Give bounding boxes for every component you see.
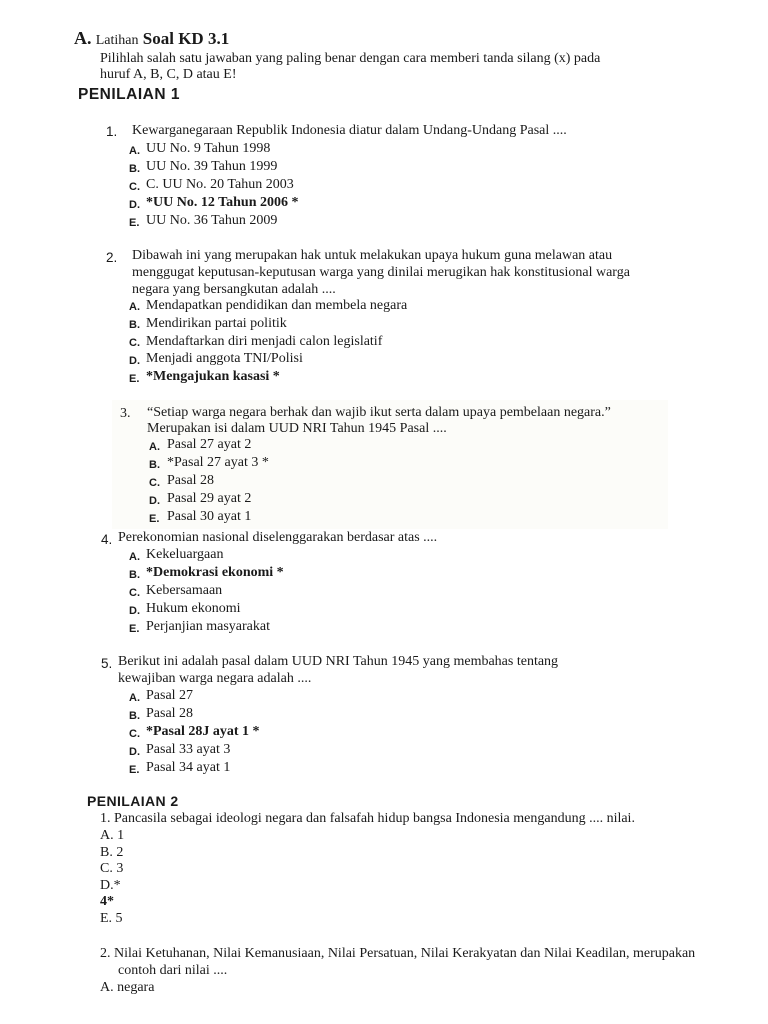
question-text: Perekonomian nasional diselenggarakan berdasar atas ....: [118, 530, 438, 545]
option-letter: A.: [129, 692, 140, 704]
section-title-penilaian-2: PENILAIAN 2: [87, 793, 179, 809]
option-text[interactable]: Hukum ekonomi: [146, 601, 241, 616]
option-text[interactable]: Pasal 28: [146, 706, 194, 721]
title-soal: Soal KD 3.1: [142, 29, 230, 48]
page-title: [74, 28, 229, 49]
option-letter: E.: [129, 373, 140, 385]
option-text[interactable]: Mendapatkan pendidikan dan membela negara: [146, 298, 408, 313]
title-latihan: Latihan: [95, 33, 139, 48]
option-text[interactable]: Kebersamaan: [146, 583, 223, 598]
option-letter: E.: [129, 217, 140, 229]
option-text[interactable]: Pasal 27 ayat 2: [167, 437, 252, 452]
option-text[interactable]: UU No. 39 Tahun 1999: [146, 159, 278, 174]
option-text[interactable]: Pasal 29 ayat 2: [167, 491, 252, 506]
question-text: kewajiban warga negara adalah ....: [118, 671, 312, 686]
option-text[interactable]: UU No. 9 Tahun 1998: [146, 141, 271, 156]
option-text[interactable]: D.*: [100, 878, 121, 893]
option-text[interactable]: Pasal 30 ayat 1: [167, 509, 252, 524]
question-text: negara yang bersangkutan adalah ....: [132, 282, 336, 297]
option-letter: B.: [129, 710, 140, 722]
question-text: contoh dari nilai ....: [118, 963, 228, 978]
question-number: 2.: [106, 250, 118, 265]
option-text[interactable]: C. 3: [100, 861, 124, 876]
option-text[interactable]: B. 2: [100, 845, 124, 860]
question-text: Berikut ini adalah pasal dalam UUD NRI Tahun 1945 yang membahas tentang: [118, 654, 559, 669]
instruction-line-2: huruf A, B, C, D atau E!: [100, 67, 237, 82]
option-text[interactable]: E. 5: [100, 911, 123, 926]
option-letter: A.: [129, 145, 140, 157]
option-letter: C.: [129, 337, 140, 349]
question-text: Merupakan isi dalam UUD NRI Tahun 1945 Pasal ....: [147, 421, 447, 436]
option-letter: B.: [149, 459, 160, 471]
option-letter: D.: [129, 355, 140, 367]
instruction-line-1: Pilihlah salah satu jawaban yang paling benar dengan cara memberi tanda silang (x) pada: [100, 51, 601, 66]
question-text: “Setiap warga negara berhak dan wajib ikut serta dalam upaya pembelaan negara.”: [147, 405, 611, 420]
option-text[interactable]: Pasal 33 ayat 3: [146, 742, 231, 757]
question-number: 1.: [106, 124, 118, 139]
option-letter: D.: [149, 495, 160, 507]
option-text-correct[interactable]: *Mengajukan kasasi *: [146, 369, 280, 384]
option-letter: A.: [129, 301, 140, 313]
question-text: Kewarganegaraan Republik Indonesia diatur dalam Undang-Undang Pasal ....: [132, 123, 567, 138]
option-text-correct[interactable]: 4*: [100, 894, 114, 909]
option-text[interactable]: Menjadi anggota TNI/Polisi: [146, 351, 303, 366]
option-text[interactable]: Kekeluargaan: [146, 547, 224, 562]
option-text-correct[interactable]: *UU No. 12 Tahun 2006 *: [146, 195, 299, 210]
question-text: 2. Nilai Ketuhanan, Nilai Kemanusiaan, Nilai Persatuan, Nilai Kerakyatan dan Nilai Keadilan, merupakan: [100, 946, 696, 961]
option-letter: B.: [129, 319, 140, 331]
option-text-correct[interactable]: *Pasal 28J ayat 1 *: [146, 724, 260, 739]
option-text[interactable]: *Pasal 27 ayat 3 *: [167, 455, 269, 470]
option-text[interactable]: UU No. 36 Tahun 2009: [146, 213, 278, 228]
option-text[interactable]: Perjanjian masyarakat: [146, 619, 271, 634]
question-number: 5.: [101, 656, 113, 671]
question-number: 3.: [120, 406, 131, 421]
option-text[interactable]: Mendaftarkan diri menjadi calon legislatif: [146, 334, 383, 349]
option-letter: D.: [129, 605, 140, 617]
option-letter: C.: [149, 477, 160, 489]
option-letter: C.: [129, 587, 140, 599]
option-text[interactable]: A. 1: [100, 828, 125, 843]
option-text[interactable]: Pasal 27: [146, 688, 194, 703]
option-text[interactable]: Pasal 28: [167, 473, 215, 488]
option-letter: D.: [129, 199, 140, 211]
option-letter: D.: [129, 746, 140, 758]
option-text[interactable]: Mendirikan partai politik: [146, 316, 287, 331]
question-text: 1. Pancasila sebagai ideologi negara dan falsafah hidup bangsa Indonesia mengandung .... nilai.: [100, 811, 635, 826]
option-text[interactable]: C. UU No. 20 Tahun 2003: [146, 177, 294, 192]
option-letter: A.: [149, 441, 160, 453]
question-text: Dibawah ini yang merupakan hak untuk melakukan upaya hukum guna melawan atau: [132, 248, 613, 263]
option-letter: C.: [129, 728, 140, 740]
section-letter: A.: [74, 28, 92, 48]
option-text[interactable]: Pasal 34 ayat 1: [146, 760, 231, 775]
question-number: 4.: [101, 532, 113, 547]
option-letter: B.: [129, 163, 140, 175]
question-text: menggugat keputusan-keputusan warga yang dinilai merugikan hak konstitusional warga: [132, 265, 630, 280]
option-letter: E.: [129, 623, 140, 635]
section-title-penilaian-1: PENILAIAN 1: [78, 86, 180, 103]
option-letter: E.: [149, 513, 160, 525]
option-text[interactable]: A. negara: [100, 980, 155, 995]
option-text-correct[interactable]: *Demokrasi ekonomi *: [146, 565, 284, 580]
option-letter: B.: [129, 569, 140, 581]
option-letter: C.: [129, 181, 140, 193]
option-letter: A.: [129, 551, 140, 563]
option-letter: E.: [129, 764, 140, 776]
